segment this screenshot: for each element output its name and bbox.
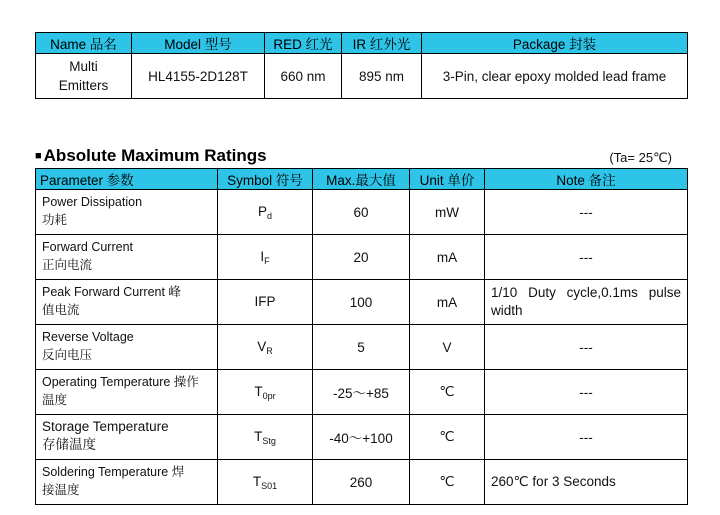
section-title-text: Absolute Maximum Ratings: [43, 146, 267, 165]
max-cell: -40～+100: [313, 415, 410, 460]
product-name-line1: Multi: [69, 59, 98, 74]
product-red: 660 nm: [265, 54, 342, 99]
header-ir: IR 红外光: [342, 33, 422, 54]
symbol-cell: [218, 370, 313, 415]
param-cn: 温度: [42, 393, 68, 407]
unit-cell: mA: [410, 235, 485, 280]
max-cell: 60: [313, 190, 410, 235]
symbol-sub: 0pr: [262, 390, 276, 401]
symbol-main: T: [252, 473, 262, 489]
product-model: HL4155-2D128T: [132, 54, 265, 99]
table-row: [36, 370, 688, 415]
max-cell: 260: [313, 460, 410, 505]
table-row: [36, 460, 688, 505]
symbol-cell: [218, 235, 313, 280]
note-cell: ---: [485, 190, 688, 235]
header-red: RED 红光: [265, 33, 342, 54]
table-row: [36, 235, 688, 280]
symbol-sub: R: [266, 345, 273, 356]
unit-cell: V: [410, 325, 485, 370]
header-name: Name 品名: [36, 33, 132, 54]
symbol-main: T: [254, 383, 263, 399]
product-name-cell: [36, 54, 132, 99]
param-cell: [36, 280, 218, 325]
max-cell: 20: [313, 235, 410, 280]
table-row: [36, 190, 688, 235]
symbol-sub: d: [267, 210, 273, 221]
param-en: Reverse Voltage: [42, 330, 134, 344]
param-en: Operating Temperature 操作: [42, 375, 199, 389]
note-cell: ---: [485, 325, 688, 370]
header-model: Model 型号: [132, 33, 265, 54]
param-cell: [36, 460, 218, 505]
max-cell: 100: [313, 280, 410, 325]
param-cn: 正向电流: [42, 258, 93, 272]
param-en: Storage Temperature: [42, 419, 169, 434]
unit-cell: ℃: [410, 460, 485, 505]
symbol-main: T: [254, 428, 263, 444]
param-cell: [36, 325, 218, 370]
note-cell: 260℃ for 3 Seconds: [485, 460, 688, 505]
note-cell: ---: [485, 370, 688, 415]
header-symbol: Symbol 符号: [218, 169, 313, 190]
symbol-cell: [218, 325, 313, 370]
note-cell: ---: [485, 415, 688, 460]
param-cn: 存储温度: [42, 437, 96, 452]
product-row: [36, 54, 688, 99]
max-cell: -25～+85: [313, 370, 410, 415]
param-en: Forward Current: [42, 240, 133, 254]
unit-cell: mA: [410, 280, 485, 325]
header-max: Max.最大值: [313, 169, 410, 190]
note-cell: ---: [485, 235, 688, 280]
header-unit: Unit 单价: [410, 169, 485, 190]
header-parameter: Parameter 参数: [36, 169, 218, 190]
product-ir: 895 nm: [342, 54, 422, 99]
unit-cell: ℃: [410, 415, 485, 460]
table-row: [36, 280, 688, 325]
product-table: [35, 32, 688, 99]
param-cell: [36, 415, 218, 460]
symbol-sub: F: [264, 255, 270, 266]
symbol-main: IFP: [254, 293, 276, 309]
param-cn: 值电流: [42, 303, 80, 317]
symbol-cell: [218, 460, 313, 505]
param-en: Peak Forward Current 峰: [42, 285, 181, 299]
bullet-square-icon: ■: [35, 150, 42, 162]
symbol-cell: [218, 415, 313, 460]
symbol-sub: Stg: [262, 435, 276, 446]
symbol-main: I: [260, 248, 265, 264]
param-cell: [36, 190, 218, 235]
param-cn: 接温度: [42, 483, 80, 497]
param-en: Power Dissipation: [42, 195, 143, 209]
param-cell: [36, 370, 218, 415]
header-note: Note 备注: [485, 169, 688, 190]
ratings-table: [35, 168, 688, 505]
section-title: [35, 146, 267, 166]
param-en: Soldering Temperature 焊: [42, 465, 185, 479]
unit-cell: ℃: [410, 370, 485, 415]
unit-cell: mW: [410, 190, 485, 235]
product-package: 3-Pin, clear epoxy molded lead frame: [422, 54, 688, 99]
header-package: Package 封装: [422, 33, 688, 54]
table-row: [36, 325, 688, 370]
product-table-header: [36, 33, 688, 54]
condition-note: (Ta= 25℃): [609, 150, 672, 165]
product-name-line2: Emitters: [58, 78, 109, 93]
note-cell: 1/10 Duty cycle,0.1ms pulse width: [485, 280, 688, 325]
ratings-header: [36, 169, 688, 190]
symbol-cell: [218, 280, 313, 325]
param-cell: [36, 235, 218, 280]
symbol-cell: [218, 190, 313, 235]
max-cell: 5: [313, 325, 410, 370]
symbol-main: V: [257, 338, 267, 354]
table-row: [36, 415, 688, 460]
param-cn: 功耗: [42, 213, 68, 227]
param-cn: 反向电压: [42, 348, 93, 362]
symbol-sub: S01: [261, 480, 278, 491]
symbol-main: P: [257, 203, 267, 219]
